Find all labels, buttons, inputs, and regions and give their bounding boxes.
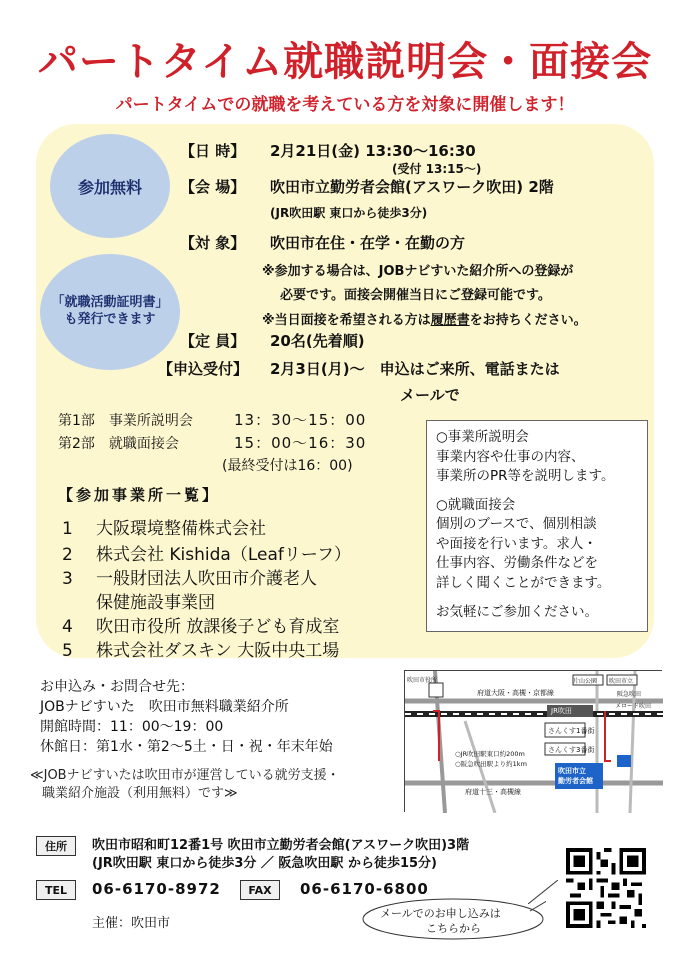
map-venue-label-1: 吹田市立 xyxy=(558,767,586,775)
info-line: ○事業所説明会 xyxy=(436,429,529,445)
target-note-2: 必要です。面接会開催当日にご登録可能です。 xyxy=(280,288,551,303)
company-name: 株式会社ダスキン 大阪中央工場 xyxy=(96,641,340,661)
facility-note-1: ≪JOBナビすいたは吹田市が運営している就労支援・ xyxy=(30,768,340,783)
map-road2-label: 府道十三・高槻線 xyxy=(465,788,521,796)
schedule-part1-time: 13：30～15：00 xyxy=(234,411,367,429)
map-shopping2-label: さんくす3番街 xyxy=(548,746,595,754)
contact-organization: JOBナビすいた 吹田市無料職業紹介所 xyxy=(40,699,289,715)
sponsor: 主催：吹田市 xyxy=(92,916,171,931)
tel-tag: TEL xyxy=(36,880,76,900)
opening-hours: 開館時間：11：00～19：00 xyxy=(40,719,224,735)
page-subtitle: パートタイムでの就職を考えている方を対象に開催します！ xyxy=(115,95,575,115)
map-city-hall-label: 吹田市役所 xyxy=(407,677,438,684)
schedule-part2-time: 15：00～16：30 xyxy=(234,434,367,452)
companies-heading: 【参加事業所一覧】 xyxy=(58,486,221,504)
map-venue-label-2: 勤労者会館 xyxy=(558,777,593,785)
map-station-label: JR吹田 xyxy=(551,707,572,715)
closed-days: 休館日：第1水・第2～5土・日・祝・年末年始 xyxy=(40,739,333,755)
info-line: 仕事内容、労働条件などを xyxy=(436,555,598,572)
map-park-label: 片山公園 xyxy=(573,678,598,685)
company-item xyxy=(62,564,317,589)
company-number: 5 xyxy=(62,641,73,661)
map-mellow-label: メロード吹田 xyxy=(615,703,652,710)
capacity-value: 20名(先着順) xyxy=(270,332,365,350)
info-line: ○就職面接会 xyxy=(436,496,516,513)
contact-heading: お申込み・お問合せ先： xyxy=(40,679,194,695)
venue-value: 吹田市立勤労者会館(アスワーク吹田) 2階 xyxy=(270,178,554,196)
address-line-2: (JR吹田駅 東口から徒歩3分 ／ 阪急吹田駅 から徒歩15分) xyxy=(92,856,437,871)
apply-label: 【申込受付】 xyxy=(158,360,249,378)
resume-text: 履歴書 xyxy=(430,313,470,328)
last-reception: (最終受付は16：00) xyxy=(222,458,353,474)
free-badge-label: 参加無料 xyxy=(77,177,142,197)
map-hankyu-label: 阪急吹田 xyxy=(617,691,642,698)
capacity-label: 【定 員】 xyxy=(180,332,246,350)
target-label: 【対 象】 xyxy=(180,234,246,252)
company-name: 一般財団法人吹田市介護老人 xyxy=(96,569,317,589)
certificate-badge-line1: 「就職活動証明書」 xyxy=(51,295,169,311)
company-item xyxy=(62,514,266,539)
company-name: 吹田市役所 放課後子ども育成室 xyxy=(96,617,340,637)
target-value: 吹田市在住・在学・在勤の方 xyxy=(270,234,466,252)
company-number: 1 xyxy=(62,519,73,539)
company-name: 株式会社 Kishida（Leafリーフ） xyxy=(96,545,352,565)
date-label: 【日 時】 xyxy=(180,142,246,160)
certificate-badge-line2: も発行できます xyxy=(64,312,156,327)
company-number: 2 xyxy=(62,545,73,565)
info-line: 事業内容や仕事の内容、 xyxy=(436,448,585,465)
free-badge xyxy=(50,134,170,238)
map-shopping-label: さんくす1番街 xyxy=(548,727,595,735)
map-note-1: ○JR吹田駅東口約200m xyxy=(455,750,525,758)
target-note-3-post: をお持ちください。 xyxy=(469,313,587,328)
company-number: 3 xyxy=(62,569,73,589)
fax-number: 06-6170-6800 xyxy=(300,880,429,898)
reception-time: (受付 13:15～) xyxy=(392,162,482,176)
info-line: お気軽にご参加ください。 xyxy=(436,603,598,620)
address-line-1: 吹田市昭和町12番1号 吹田市立勤労者会館(アスワーク吹田)3階 xyxy=(92,838,470,853)
info-line: 詳しく聞くことができます。 xyxy=(436,574,611,591)
access-map xyxy=(404,670,662,812)
company-name: 保健施設事業団 xyxy=(96,593,215,613)
info-line: 事業所のPR等を説明します。 xyxy=(436,468,615,485)
venue-label: 【会 場】 xyxy=(180,178,246,196)
info-line: 個別のブースで、個別相談 xyxy=(436,516,597,533)
map-street-label: 府道大阪・高槻・京都線 xyxy=(477,689,554,697)
apply-value: 2月3日(月)～ 申込はご来所、電話または xyxy=(270,360,560,378)
map-note-2: ○阪急吹田駅より約1km xyxy=(455,760,527,768)
tel-number: 06-6170-8972 xyxy=(92,880,221,898)
date-value: 2月21日(金) 13:30～16:30 xyxy=(270,142,476,160)
certificate-badge xyxy=(40,254,180,370)
info-line: や面接を行います。求人・ xyxy=(436,535,597,552)
schedule-part1-label: 第1部 事業所説明会 xyxy=(58,413,193,429)
company-name: 大阪環境整備株式会社 xyxy=(96,519,266,539)
company-item xyxy=(62,612,339,637)
page-title: パートタイム就職説明会・面接会 xyxy=(37,39,653,85)
fax-tag: FAX xyxy=(240,880,280,900)
schedule-part2-label: 第2部 就職面接会 xyxy=(58,436,179,452)
qr-code-icon[interactable] xyxy=(566,848,646,928)
venue-access: (JR吹田駅 東口から徒歩3分) xyxy=(270,206,428,220)
bubble-line-1: メールでのお申し込みは xyxy=(380,907,501,920)
company-item xyxy=(62,588,215,613)
apply-value-2: メールで xyxy=(400,386,460,404)
company-number: 4 xyxy=(62,617,73,637)
target-note-3 xyxy=(262,309,587,328)
bubble-line-2: こちらから xyxy=(426,922,481,935)
address-tag: 住所 xyxy=(36,836,76,856)
facility-note-2: 職業紹介施設（利用無料）です≫ xyxy=(42,786,238,801)
target-note-3-pre: ※当日面接を希望される方は xyxy=(262,313,431,328)
bubble-pointer xyxy=(528,880,558,904)
company-item xyxy=(62,540,351,565)
company-item xyxy=(62,636,339,661)
target-note-1: ※参加する場合は、JOBナビすいた紹介所への登録が xyxy=(262,264,574,279)
map-school-label: 吹田市立 xyxy=(609,678,634,685)
program-description-box xyxy=(426,420,648,632)
